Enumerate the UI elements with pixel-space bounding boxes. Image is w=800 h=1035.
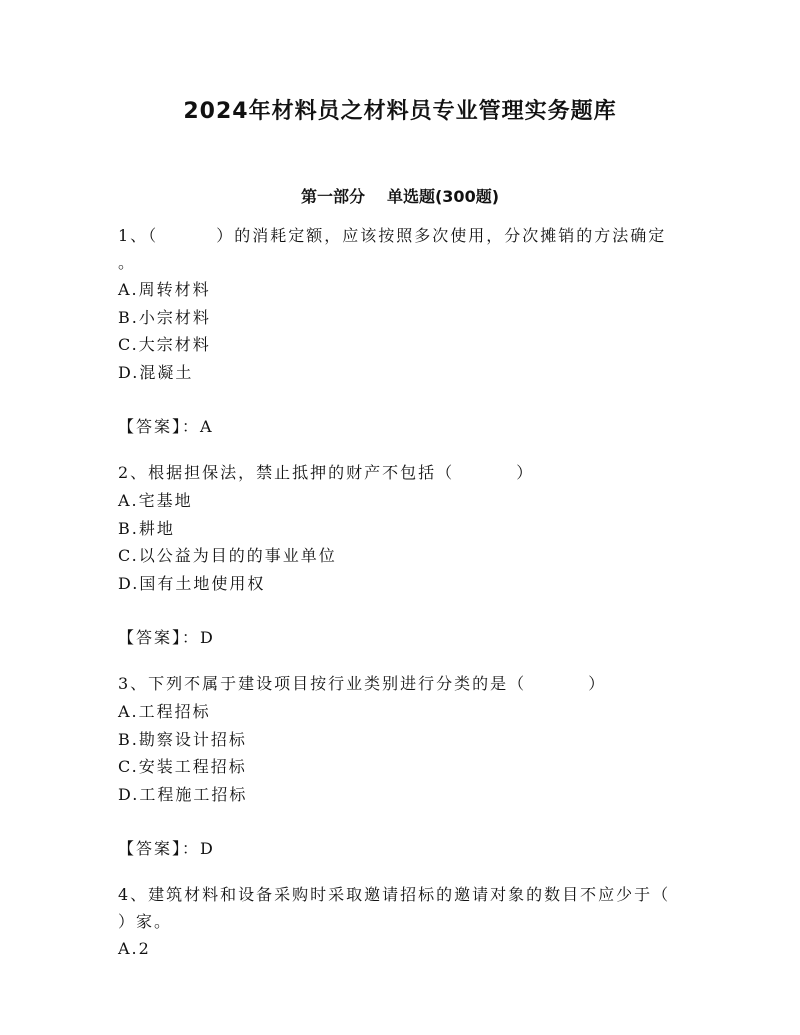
answer-label: 【答案】： xyxy=(118,839,201,858)
question-stem xyxy=(118,670,688,698)
question-stem-continuation: 。 xyxy=(118,253,137,272)
answer-label: 【答案】： xyxy=(118,628,201,647)
section-heading xyxy=(0,184,800,207)
option-c: C.大宗材料 xyxy=(118,335,211,354)
question-item xyxy=(118,881,688,963)
answer-value: D xyxy=(200,628,215,647)
option-d: D.工程施工招标 xyxy=(118,784,248,804)
option-a: A.2 xyxy=(118,939,151,958)
option-a: A.周转材料 xyxy=(118,280,211,299)
option-c: C.安装工程招标 xyxy=(118,757,247,776)
option-b: B.小宗材料 xyxy=(118,307,211,327)
answer-line xyxy=(118,835,688,863)
question-stem-before: 2、根据担保法，禁止抵押的财产不包括（ xyxy=(118,463,455,482)
question-stem-after: ） xyxy=(516,463,535,482)
question-stem xyxy=(118,222,688,250)
question-stem xyxy=(118,459,688,487)
question-stem-after: ）的消耗定额，应该按照多次使用，分次摊销的方法确定 xyxy=(216,226,667,245)
option-c: C.以公益为目的的事业单位 xyxy=(118,546,337,565)
answer-value: D xyxy=(200,839,215,858)
option-d: D.国有土地使用权 xyxy=(118,573,266,593)
option-a: A.工程招标 xyxy=(118,702,211,721)
option-b: B.耕地 xyxy=(118,518,175,538)
question-item xyxy=(118,670,688,863)
question-stem-before: 3、下列不属于建设项目按行业类别进行分类的是（ xyxy=(118,674,527,693)
question-stem-continuation: ）家。 xyxy=(118,912,173,931)
option-a: A.宅基地 xyxy=(118,491,193,510)
answer-line xyxy=(118,624,688,652)
question-list xyxy=(118,222,688,963)
option-b: B.勘察设计招标 xyxy=(118,729,247,749)
question-item xyxy=(118,459,688,652)
question-item xyxy=(118,222,688,441)
option-d: D.混凝土 xyxy=(118,362,194,382)
section-type-label: 单选题(300题) xyxy=(386,187,500,206)
question-stem-after: ） xyxy=(588,674,607,693)
question-stem-before: 1、（ xyxy=(118,226,159,245)
answer-line xyxy=(118,413,688,441)
question-stem: 4、建筑材料和设备采购时采取邀请招标的邀请对象的数目不应少于（ xyxy=(118,885,671,904)
section-part-label: 第一部分 xyxy=(300,187,365,206)
answer-label: 【答案】： xyxy=(118,417,201,436)
answer-value: A xyxy=(200,417,214,436)
document-title: 2024年材料员之材料员专业管理实务题库 xyxy=(183,99,617,124)
